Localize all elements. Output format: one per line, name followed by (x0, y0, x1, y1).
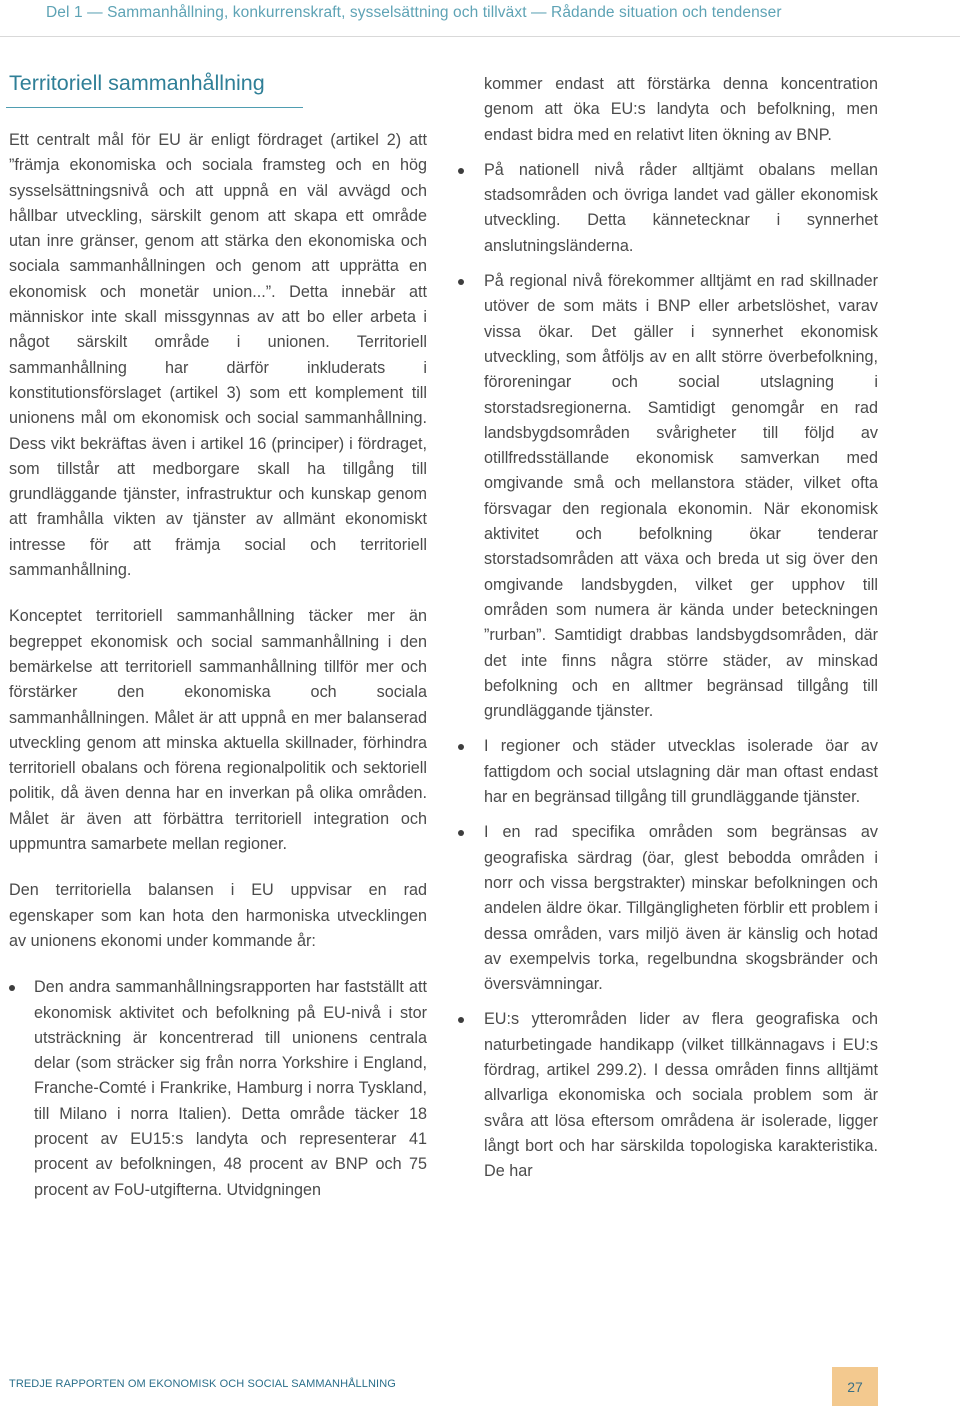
page-number: 27 (847, 1379, 863, 1395)
list-item (458, 158, 878, 259)
paragraph-1: Ett centralt mål för EU är enligt fördraget (artikel 2) att ”främja ekonomiska och sociala framsteg och en hög sysselsättningsnivå och att uppnå en väl avvägd och hållbar utveckling, särskilt genom att skapa ett område utan inre gränser, genom att stärka den ekonomiska och sociala sammanhållningen och genom att upprätta en ekonomisk och monetär union...”. Detta innebär att människor inte skall missgynnas av att bo eller arbeta i något särskilt område i unionen. Territoriell sammanhållning har därför inkluderats i konstitutionsförslaget (artikel 3) som ett komplement till unionens mål om ekonomisk och social sammanhållning. Dess vikt bekräftas även i artikel 16 (principer) i fördraget, som tillstår att medborgare skall ha tillgång till grundläggande tjänster, infrastruktur och kunskap genom att framhålla vikten av tjänster av allmänt ekonomiskt intresse för att främja social och territoriell sammanhållning. (9, 131, 427, 580)
footer-report-title: TREDJE RAPPORTEN OM EKONOMISK OCH SOCIAL SAMMANHÅLLNING (9, 1378, 396, 1390)
bullet-text: Den andra sammanhållningsrapporten har fastställt att ekonomisk aktivitet och befolkning på EU-nivå i stor utsträckning är koncentrerad till unionens centrala delar (som sträcker sig från norra Yorkshire i England, Franche-Comté i Frankrike, Hamburg i norra Tyskland, till Milano i norra Italien). Detta område täcker 18 procent av EU15:s landyta och representerar 41 procent av befolkningen, 48 procent av BNP och 75 procent av FoU-utgifterna. Utvidgningen (34, 978, 427, 1199)
section-title: Territoriell sammanhållning (9, 71, 265, 95)
paragraph-3: Den territoriella balansen i EU uppvisar en rad egenskaper som kan hota den harmoniska utvecklingen av unionens ekonomi under kommande år: (9, 881, 427, 950)
left-bullet-list (9, 975, 427, 1203)
bullet-icon (458, 744, 464, 750)
page-number-box (832, 1367, 878, 1406)
right-bullet-list (458, 158, 878, 1185)
left-column (9, 68, 427, 1203)
bullet-icon (458, 830, 464, 836)
bullet-icon (9, 985, 15, 991)
bullet-icon (458, 168, 464, 174)
bullet-text: På nationell nivå råder alltjämt obalans mellan stadsområden och övriga landet vad gäller ekonomisk utveckling. Detta kännetecknar i synnerhet anslutningsländerna. (484, 160, 878, 255)
list-item (458, 269, 878, 724)
running-header: Del 1 — Sammanhållning, konkurrenskraft, sysselsättning och tillväxt — Rådande situation och tendenser (46, 4, 782, 21)
bullet-text: EU:s ytterområden lider av flera geografiska och naturbetingade handikapp (vilket tillkännagavs i EU:s fördrag, artikel 299.2). I dessa områden finns alltjämt allvarliga ekonomiska och sociala problem som är svåra att lösa eftersom områdena är isolerade, ligger långt bort och har särskilda topologiska karakteristika. De har (484, 1010, 878, 1181)
bullet-text: På regional nivå förekommer alltjämt en rad skillnader utöver de som mäts i BNP eller arbetslöshet, varav vissa ökar. Det gäller i synnerhet ekonomisk utveckling, som åtföljs av en allt större överbefolkning, föroreningar och social utslagning i storstadsregionerna. Samtidigt genomgår en rad landsbygdsområden svårigheter till följd av otillfredsställande ekonomisk samverkan med omgivande små och mellanstora städer, vilket ofta försvagar den regionala ekonomin. När ekonomisk aktivitet och befolkning ökar tenderar storstadsområden att växa och breda ut sig över den omgivande landsbygden, vilket ger upphov till områden som numera är kända under beteckningen ”rurban”. Samtidigt drabbas landsbygdsområden, där det inte finns några större städer, av minskad befolkning och en alltmer begränsad tillgång till grundläggande tjänster. (484, 272, 878, 721)
continued-bullet-text: kommer endast att förstärka denna koncentration genom att öka EU:s landyta och befolkning, men endast bidra med en relativt liten ökning av BNP. (484, 75, 878, 144)
list-item (9, 975, 427, 1203)
list-item (458, 1007, 878, 1184)
bullet-icon (458, 1017, 464, 1023)
list-item (458, 820, 878, 997)
list-item (458, 734, 878, 810)
bullet-icon (458, 279, 464, 285)
header-divider (0, 36, 960, 37)
right-column (458, 72, 878, 1184)
title-underline (6, 107, 303, 108)
bullet-text: I regioner och städer utvecklas isolerade öar av fattigdom och social utslagning där man oftast endast har en begränsad tillgång till grundläggande tjänster. (484, 737, 878, 807)
bullet-text: I en rad specifika områden som begränsas av geografiska särdrag (öar, glest bebodda områden i norr och vissa bergstrakter) minskar befolkningen och andelen äldre ökar. Tillgängligheten förblir ett problem i dessa områden, vars miljö även är känslig och hotad av exempelvis torka, regelbundna skogsbränder och översvämningar. (484, 823, 878, 994)
paragraph-2: Konceptet territoriell sammanhållning täcker mer än begreppet ekonomisk och social sammanhållning i den bemärkelse att territoriell sammanhållning tillför mer och förstärker den ekonomiska och sociala sammanhållningen. Målet är att uppnå en mer balanserad utveckling genom att minska aktuella skillnader, förhindra territoriell obalans och förena regionalpolitik och sektoriell politik, då även denna har en inverkan på olika områden. Målet är även att förbättra territoriell integration och uppmuntra samarbete mellan regioner. (9, 607, 427, 854)
